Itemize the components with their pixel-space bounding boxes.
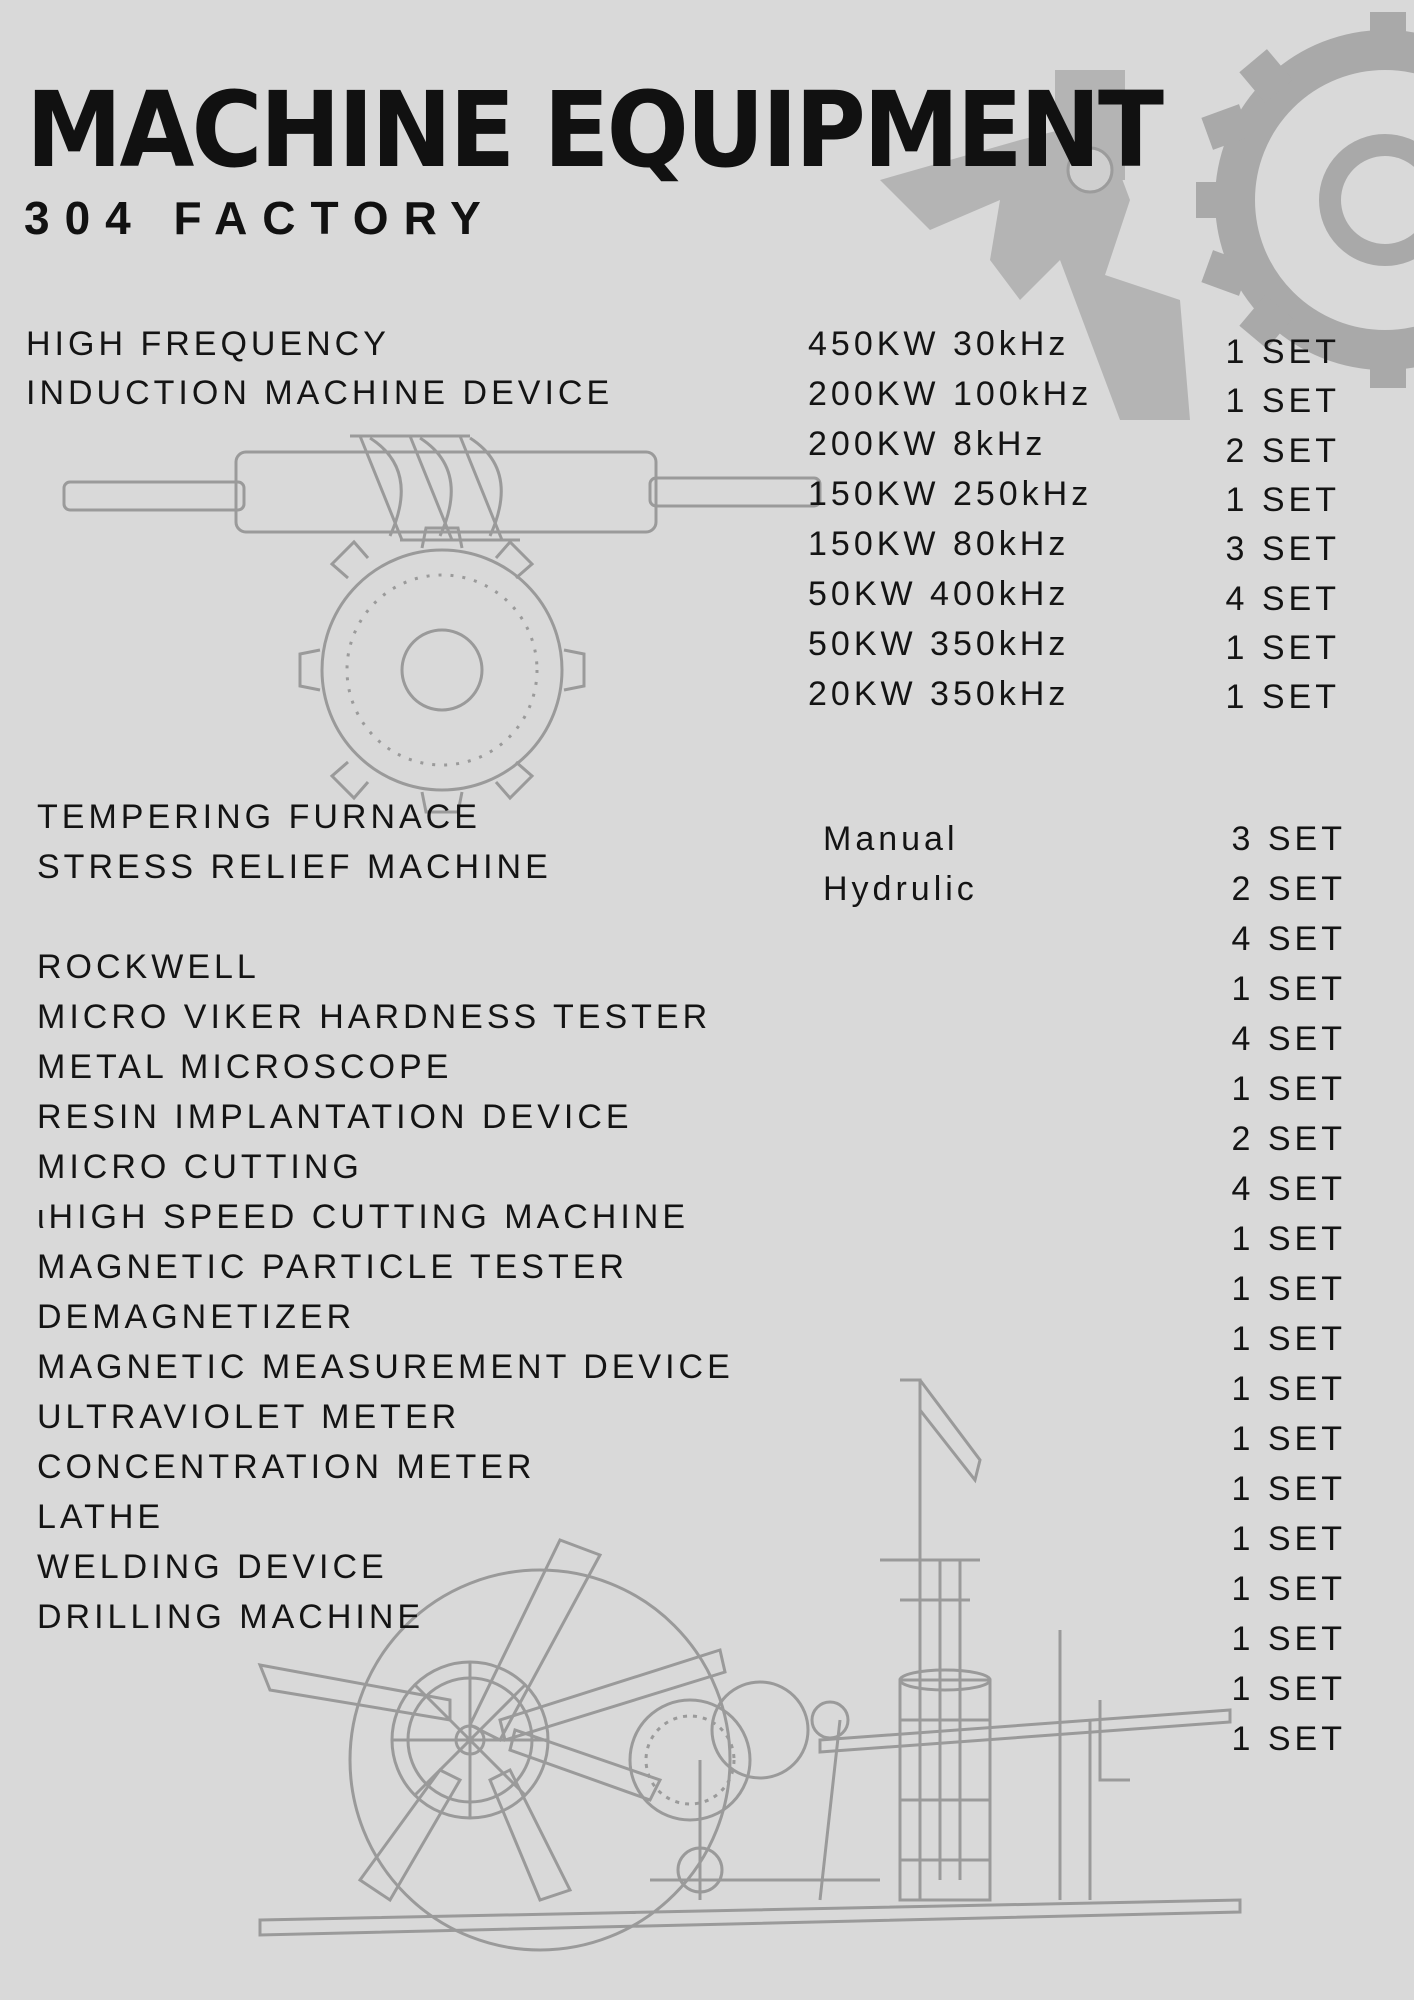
equipment-item: DRILLING MACHINE xyxy=(37,1598,425,1636)
equipment-qty: 1 SET xyxy=(1231,1670,1346,1708)
induction-qty: 1 SET xyxy=(1225,333,1340,371)
induction-qty: 3 SET xyxy=(1225,530,1340,568)
induction-spec: 150KW 80kHz xyxy=(808,525,1070,563)
equipment-qty: 1 SET xyxy=(1231,1620,1346,1658)
furnace-item: STRESS RELIEF MACHINE xyxy=(37,848,552,886)
induction-spec: 50KW 350kHz xyxy=(808,625,1070,663)
induction-qty: 1 SET xyxy=(1225,481,1340,519)
induction-name-line: INDUCTION MACHINE DEVICE xyxy=(26,374,614,412)
equipment-qty: 1 SET xyxy=(1231,1570,1346,1608)
equipment-item: WELDING DEVICE xyxy=(37,1548,388,1586)
equipment-qty: 1 SET xyxy=(1231,1520,1346,1558)
equipment-item: ULTRAVIOLET METER xyxy=(37,1398,461,1436)
furnace-spec: Manual xyxy=(823,820,959,858)
equipment-item: ιHIGH SPEED CUTTING MACHINE xyxy=(37,1198,690,1236)
equipment-item: ROCKWELL xyxy=(37,948,260,986)
induction-qty: 2 SET xyxy=(1225,432,1340,470)
page-subtitle: 304 FACTORY xyxy=(24,192,496,244)
induction-spec: 150KW 250kHz xyxy=(808,475,1093,513)
equipment-qty: 4 SET xyxy=(1231,1170,1346,1208)
furnace-qty: 3 SET xyxy=(1231,820,1346,858)
induction-qty: 1 SET xyxy=(1225,678,1340,716)
equipment-qty: 4 SET xyxy=(1231,920,1346,958)
induction-spec: 50KW 400kHz xyxy=(808,575,1070,613)
induction-spec: 200KW 100kHz xyxy=(808,375,1093,413)
equipment-item: MICRO VIKER HARDNESS TESTER xyxy=(37,998,712,1036)
induction-qty: 4 SET xyxy=(1225,580,1340,618)
equipment-qty: 1 SET xyxy=(1231,970,1346,1008)
equipment-qty: 2 SET xyxy=(1231,1120,1346,1158)
equipment-qty: 1 SET xyxy=(1231,1470,1346,1508)
induction-spec: 20KW 350kHz xyxy=(808,675,1070,713)
furnace-spec: Hydrulic xyxy=(823,870,978,908)
equipment-qty: 1 SET xyxy=(1231,1420,1346,1458)
furnace-item: TEMPERING FURNACE xyxy=(37,798,481,836)
equipment-qty: 1 SET xyxy=(1231,1220,1346,1258)
equipment-qty: 4 SET xyxy=(1231,1020,1346,1058)
induction-spec: 200KW 8kHz xyxy=(808,425,1047,463)
equipment-item: LATHE xyxy=(37,1498,165,1536)
equipment-qty: 1 SET xyxy=(1231,1070,1346,1108)
equipment-qty: 1 SET xyxy=(1231,1370,1346,1408)
equipment-item: RESIN IMPLANTATION DEVICE xyxy=(37,1098,633,1136)
equipment-qty: 1 SET xyxy=(1231,1720,1346,1758)
equipment-item: MICRO CUTTING xyxy=(37,1148,363,1186)
page-title: MACHINE EQUIPMENT xyxy=(26,69,1162,191)
equipment-item: CONCENTRATION METER xyxy=(37,1448,536,1486)
equipment-item: MAGNETIC PARTICLE TESTER xyxy=(37,1248,628,1286)
induction-name-line: HIGH FREQUENCY xyxy=(26,325,390,363)
equipment-item: METAL MICROSCOPE xyxy=(37,1048,453,1086)
worm-gear-illustration xyxy=(64,436,820,812)
induction-spec: 450KW 30kHz xyxy=(808,325,1070,363)
furnace-qty: 2 SET xyxy=(1231,870,1346,908)
equipment-item: MAGNETIC MEASUREMENT DEVICE xyxy=(37,1348,734,1386)
induction-qty: 1 SET xyxy=(1225,629,1340,667)
equipment-qty: 1 SET xyxy=(1231,1320,1346,1358)
equipment-qty: 1 SET xyxy=(1231,1270,1346,1308)
equipment-item: DEMAGNETIZER xyxy=(37,1298,356,1336)
induction-qty: 1 SET xyxy=(1225,382,1340,420)
